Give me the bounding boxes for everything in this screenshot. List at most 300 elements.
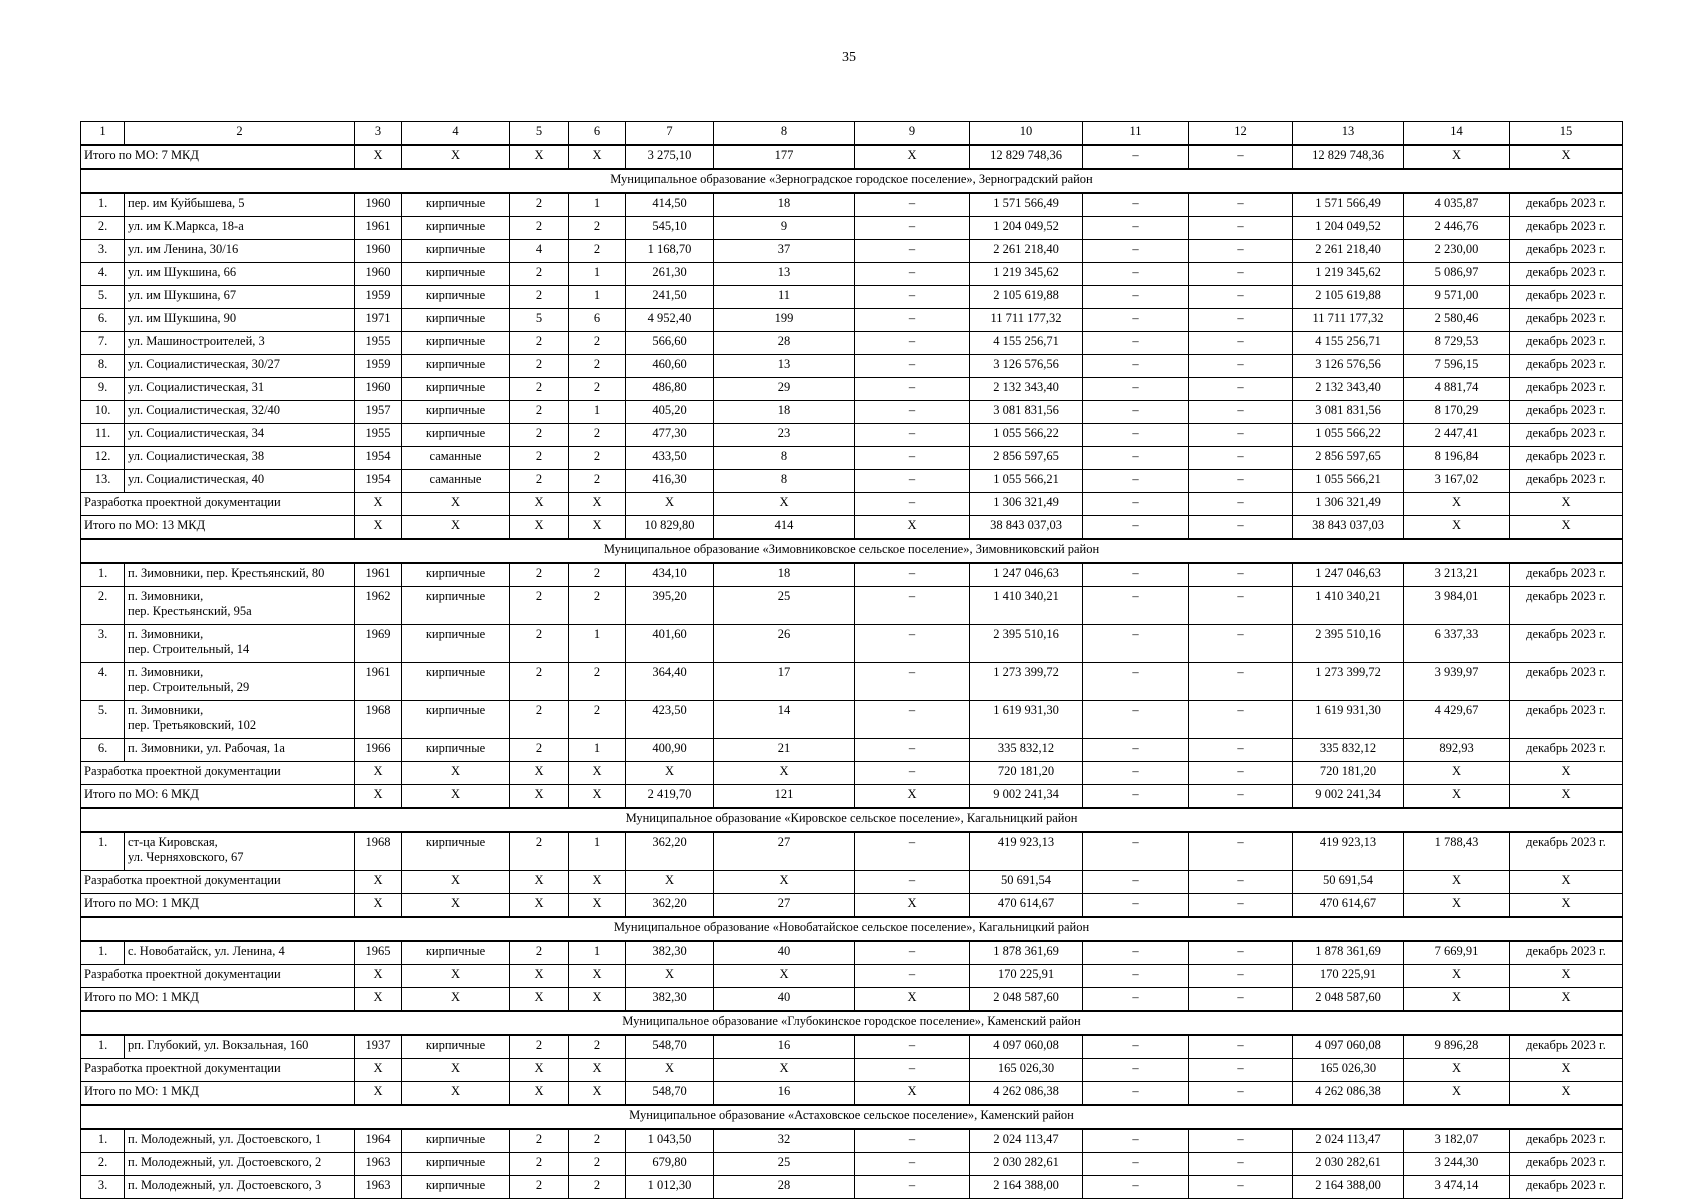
table-cell: – (1189, 1082, 1293, 1106)
table-cell: Х (1404, 145, 1510, 169)
table-cell: декабрь 2023 г. (1510, 470, 1623, 493)
table-cell: 6 337,33 (1404, 625, 1510, 663)
table-cell: 2 (569, 332, 626, 355)
table-cell: Х (402, 988, 510, 1012)
table-cell: 3 126 576,56 (1293, 355, 1404, 378)
table-cell: Х (1510, 965, 1623, 988)
address-cell: ст-ца Кировская, ул. Черняховского, 67 (125, 832, 355, 871)
table-cell: кирпичные (402, 217, 510, 240)
table-cell: кирпичные (402, 378, 510, 401)
table-cell: 720 181,20 (1293, 762, 1404, 785)
table-cell: 2 030 282,61 (970, 1153, 1083, 1176)
table-cell: 4 035,87 (1404, 193, 1510, 217)
table-cell: декабрь 2023 г. (1510, 309, 1623, 332)
table-cell: декабрь 2023 г. (1510, 401, 1623, 424)
table-cell: Х (569, 493, 626, 516)
table-cell: Х (1510, 516, 1623, 540)
table-cell: 18 (714, 401, 855, 424)
table-cell: – (1189, 355, 1293, 378)
table-cell: кирпичные (402, 263, 510, 286)
table-cell: 470 614,67 (970, 894, 1083, 918)
table-cell: кирпичные (402, 240, 510, 263)
table-cell: – (855, 587, 970, 625)
table-cell: 29 (714, 378, 855, 401)
table-cell: саманные (402, 447, 510, 470)
table-cell: 8 170,29 (1404, 401, 1510, 424)
section-header-row (81, 539, 1623, 563)
table-cell: 1 247 046,63 (970, 563, 1083, 587)
table-cell: кирпичные (402, 1176, 510, 1199)
table-cell: – (1189, 785, 1293, 809)
table-cell: – (1189, 309, 1293, 332)
table-cell: 12 829 748,36 (970, 145, 1083, 169)
table-body (81, 145, 1623, 1199)
table-cell: 382,30 (626, 988, 714, 1012)
table-cell: – (855, 493, 970, 516)
table-cell: Х (510, 894, 569, 918)
column-number-12: 12 (1189, 122, 1293, 146)
table-cell: 1937 (355, 1035, 402, 1059)
table-cell: 8 (714, 447, 855, 470)
row-number-cell: 3. (81, 1176, 125, 1199)
table-cell: – (1189, 401, 1293, 424)
table-cell: декабрь 2023 г. (1510, 217, 1623, 240)
address-cell: ул. Социалистическая, 32/40 (125, 401, 355, 424)
table-cell: 1968 (355, 832, 402, 871)
table-row (81, 193, 1623, 217)
table-cell: 545,10 (626, 217, 714, 240)
table-cell: 477,30 (626, 424, 714, 447)
table-cell: Х (355, 988, 402, 1012)
summary-label: Разработка проектной документации (81, 1059, 355, 1082)
table-cell: кирпичные (402, 941, 510, 965)
table-cell: декабрь 2023 г. (1510, 1035, 1623, 1059)
table-row (81, 739, 1623, 762)
row-number-cell: 6. (81, 739, 125, 762)
table-cell: 2 (510, 424, 569, 447)
table-cell: – (855, 470, 970, 493)
table-cell: – (855, 871, 970, 894)
table-row (81, 424, 1623, 447)
table-cell: 11 711 177,32 (1293, 309, 1404, 332)
section-header-row (81, 917, 1623, 941)
table-cell: 2 395 510,16 (1293, 625, 1404, 663)
row-number-cell: 1. (81, 193, 125, 217)
table-cell: – (855, 217, 970, 240)
table-cell: Х (1404, 785, 1510, 809)
table-cell: – (1083, 832, 1189, 871)
table-cell: 548,70 (626, 1082, 714, 1106)
table-cell: кирпичные (402, 832, 510, 871)
table-cell: Х (402, 1059, 510, 1082)
table-cell: – (1083, 309, 1189, 332)
address-cell: ул. им Шукшина, 66 (125, 263, 355, 286)
table-row (81, 663, 1623, 701)
table-cell: 16 (714, 1035, 855, 1059)
table-row (81, 625, 1623, 663)
table-cell: 9 896,28 (1404, 1035, 1510, 1059)
table-cell: кирпичные (402, 739, 510, 762)
column-number-11: 11 (1083, 122, 1189, 146)
section-header-row (81, 169, 1623, 193)
table-cell: 27 (714, 832, 855, 871)
table-cell: – (855, 941, 970, 965)
table-cell: 4 (510, 240, 569, 263)
table-cell: декабрь 2023 г. (1510, 941, 1623, 965)
table-cell: кирпичные (402, 286, 510, 309)
section-header-row (81, 808, 1623, 832)
table-cell: Х (355, 894, 402, 918)
address-cell: п. Молодежный, ул. Достоевского, 2 (125, 1153, 355, 1176)
table-cell: 1961 (355, 217, 402, 240)
table-cell: 2 (510, 563, 569, 587)
table-cell: 1 (569, 625, 626, 663)
table-cell: 32 (714, 1129, 855, 1153)
table-cell: 1955 (355, 424, 402, 447)
address-cell: ул. им К.Маркса, 18-а (125, 217, 355, 240)
table-cell: 2 (569, 378, 626, 401)
table-cell: – (1083, 378, 1189, 401)
table-cell: 1971 (355, 309, 402, 332)
table-cell: 1 247 046,63 (1293, 563, 1404, 587)
table-cell: Х (569, 1059, 626, 1082)
table-cell: Х (355, 1082, 402, 1106)
table-cell: – (1189, 871, 1293, 894)
table-cell: – (1083, 332, 1189, 355)
table-cell: 10 829,80 (626, 516, 714, 540)
table-cell: – (1083, 355, 1189, 378)
table-cell: кирпичные (402, 563, 510, 587)
table-cell: Х (402, 145, 510, 169)
table-cell: – (1189, 217, 1293, 240)
table-cell: 6 (569, 309, 626, 332)
table-cell: 38 843 037,03 (1293, 516, 1404, 540)
table-cell: Х (1404, 1082, 1510, 1106)
table-cell: кирпичные (402, 401, 510, 424)
table-cell: 170 225,91 (970, 965, 1083, 988)
table-cell: 1 571 566,49 (970, 193, 1083, 217)
table-cell: декабрь 2023 г. (1510, 263, 1623, 286)
table-cell: 4 155 256,71 (970, 332, 1083, 355)
table-cell: 423,50 (626, 701, 714, 739)
table-cell: – (1189, 424, 1293, 447)
table-cell: 382,30 (626, 941, 714, 965)
table-cell: 2 (510, 286, 569, 309)
table-cell: – (1083, 1176, 1189, 1199)
column-number-6: 6 (569, 122, 626, 146)
table-cell: Х (355, 785, 402, 809)
table-cell: – (855, 1129, 970, 1153)
table-cell: 2 164 388,00 (970, 1176, 1083, 1199)
table-cell: декабрь 2023 г. (1510, 625, 1623, 663)
table-cell: 13 (714, 263, 855, 286)
table-cell: 2 395 510,16 (970, 625, 1083, 663)
table-cell: 121 (714, 785, 855, 809)
table-cell: 2 (510, 739, 569, 762)
table-cell: Х (1404, 871, 1510, 894)
table-cell: декабрь 2023 г. (1510, 563, 1623, 587)
table-cell: 7 596,15 (1404, 355, 1510, 378)
table-cell: 7 669,91 (1404, 941, 1510, 965)
table-cell: Х (626, 762, 714, 785)
table-row (81, 941, 1623, 965)
table-cell: 2 105 619,88 (970, 286, 1083, 309)
table-cell: Х (1510, 871, 1623, 894)
table-cell: Х (569, 871, 626, 894)
row-number-cell: 9. (81, 378, 125, 401)
table-cell: – (1189, 832, 1293, 871)
table-cell: 2 132 343,40 (970, 378, 1083, 401)
table-cell: 1 204 049,52 (1293, 217, 1404, 240)
table-cell: 1 410 340,21 (1293, 587, 1404, 625)
table-cell: Х (1404, 1059, 1510, 1082)
table-cell: Х (510, 1082, 569, 1106)
table-cell: Х (855, 1082, 970, 1106)
table-cell: – (1189, 701, 1293, 739)
table-cell: 1969 (355, 625, 402, 663)
table-cell: Х (569, 894, 626, 918)
table-cell: – (855, 263, 970, 286)
table-cell: 2 856 597,65 (1293, 447, 1404, 470)
address-cell: ул. Машиностроителей, 3 (125, 332, 355, 355)
table-cell: 1 012,30 (626, 1176, 714, 1199)
table-cell: Х (1404, 965, 1510, 988)
table-cell: – (1083, 470, 1189, 493)
table-cell: 241,50 (626, 286, 714, 309)
table-cell: Х (510, 1059, 569, 1082)
table-cell: декабрь 2023 г. (1510, 355, 1623, 378)
table-cell: 2 580,46 (1404, 309, 1510, 332)
table-cell: – (1083, 447, 1189, 470)
table-cell: 1 055 566,21 (1293, 470, 1404, 493)
table-cell: – (1189, 894, 1293, 918)
table-cell: – (855, 447, 970, 470)
column-number-8: 8 (714, 122, 855, 146)
table-cell: 1 (569, 193, 626, 217)
table-cell: декабрь 2023 г. (1510, 832, 1623, 871)
table-cell: 2 (510, 1035, 569, 1059)
table-row (81, 355, 1623, 378)
table-cell: – (855, 965, 970, 988)
table-cell: – (855, 401, 970, 424)
table-cell: Х (402, 516, 510, 540)
table-cell: 12 829 748,36 (1293, 145, 1404, 169)
table-cell: 177 (714, 145, 855, 169)
row-number-cell: 1. (81, 832, 125, 871)
table-cell: – (855, 739, 970, 762)
table-cell: 1960 (355, 240, 402, 263)
table-cell: 4 155 256,71 (1293, 332, 1404, 355)
address-cell: п. Молодежный, ул. Достоевского, 1 (125, 1129, 355, 1153)
table-cell: 3 081 831,56 (1293, 401, 1404, 424)
row-number-cell: 6. (81, 309, 125, 332)
table-cell: 4 097 060,08 (1293, 1035, 1404, 1059)
table-cell: кирпичные (402, 309, 510, 332)
summary-row (81, 1059, 1623, 1082)
table-cell: Х (855, 785, 970, 809)
table-cell: 2 (510, 401, 569, 424)
table-cell: 2 (510, 701, 569, 739)
table-cell: 1959 (355, 286, 402, 309)
table-cell: 1959 (355, 355, 402, 378)
address-cell: пер. им Куйбышева, 5 (125, 193, 355, 217)
table-cell: – (1083, 894, 1189, 918)
table-row (81, 1129, 1623, 1153)
table-cell: 405,20 (626, 401, 714, 424)
table-cell: 50 691,54 (1293, 871, 1404, 894)
table-cell: 11 (714, 286, 855, 309)
summary-row (81, 785, 1623, 809)
table-row (81, 470, 1623, 493)
table-cell: 2 (510, 1153, 569, 1176)
table-cell: 2 024 113,47 (1293, 1129, 1404, 1153)
housing-registry-table (80, 121, 1623, 1199)
table-cell: кирпичные (402, 587, 510, 625)
column-number-4: 4 (402, 122, 510, 146)
summary-row (81, 894, 1623, 918)
address-cell: п. Зимовники, пер. Третьяковский, 102 (125, 701, 355, 739)
address-cell: ул. им Шукшина, 67 (125, 286, 355, 309)
row-number-cell: 3. (81, 240, 125, 263)
address-cell: п. Зимовники, пер. Крестьянский, 80 (125, 563, 355, 587)
section-header-row (81, 1105, 1623, 1129)
table-cell: 2 024 113,47 (970, 1129, 1083, 1153)
table-cell: – (1189, 941, 1293, 965)
table-cell: Х (1510, 988, 1623, 1012)
table-cell: 1 (569, 941, 626, 965)
table-cell: 362,20 (626, 832, 714, 871)
table-cell: 2 (510, 470, 569, 493)
table-cell: 14 (714, 701, 855, 739)
table-cell: декабрь 2023 г. (1510, 1176, 1623, 1199)
table-cell: Х (855, 516, 970, 540)
table-cell: Х (569, 1082, 626, 1106)
table-row (81, 1035, 1623, 1059)
row-number-cell: 5. (81, 701, 125, 739)
table-cell: 2 048 587,60 (1293, 988, 1404, 1012)
section-title: Муниципальное образование «Зерноградское городское поселение», Зерноградский район (81, 169, 1623, 193)
table-cell: 3 275,10 (626, 145, 714, 169)
table-cell: – (1189, 1176, 1293, 1199)
table-cell: декабрь 2023 г. (1510, 663, 1623, 701)
table-cell: 679,80 (626, 1153, 714, 1176)
table-cell: кирпичные (402, 1129, 510, 1153)
table-cell: 9 (714, 217, 855, 240)
table-cell: 2 (569, 1153, 626, 1176)
table-cell: 21 (714, 739, 855, 762)
table-cell: декабрь 2023 г. (1510, 447, 1623, 470)
table-cell: декабрь 2023 г. (1510, 424, 1623, 447)
table-cell: Х (1404, 894, 1510, 918)
table-cell: Х (855, 145, 970, 169)
summary-label: Итого по МО: 7 МКД (81, 145, 355, 169)
table-cell: 2 (510, 1129, 569, 1153)
table-cell: 364,40 (626, 663, 714, 701)
table-cell: 1 878 361,69 (970, 941, 1083, 965)
table-cell: 2 (569, 663, 626, 701)
column-number-1: 1 (81, 122, 125, 146)
table-cell: Х (355, 1059, 402, 1082)
row-number-cell: 5. (81, 286, 125, 309)
table-cell: 416,30 (626, 470, 714, 493)
table-cell: – (1189, 1035, 1293, 1059)
table-cell: 199 (714, 309, 855, 332)
column-number-3: 3 (355, 122, 402, 146)
address-cell: п. Зимовники, пер. Крестьянский, 95а (125, 587, 355, 625)
table-cell: – (1083, 871, 1189, 894)
summary-label: Разработка проектной документации (81, 493, 355, 516)
table-cell: – (855, 378, 970, 401)
table-cell: 4 262 086,38 (970, 1082, 1083, 1106)
table-cell: 2 (569, 1035, 626, 1059)
table-cell: 5 086,97 (1404, 263, 1510, 286)
address-cell: ул. им Ленина, 30/16 (125, 240, 355, 263)
table-cell: 2 (569, 424, 626, 447)
table-cell: 25 (714, 587, 855, 625)
address-cell: п. Зимовники, пер. Строительный, 29 (125, 663, 355, 701)
table-cell: – (1083, 762, 1189, 785)
table-cell: 5 (510, 309, 569, 332)
table-cell: 1 788,43 (1404, 832, 1510, 871)
table-cell: – (1083, 401, 1189, 424)
table-cell: 4 881,74 (1404, 378, 1510, 401)
table-cell: Х (1510, 762, 1623, 785)
table-cell: 2 261 218,40 (1293, 240, 1404, 263)
address-cell: ул. Социалистическая, 40 (125, 470, 355, 493)
table-cell: 1 055 566,22 (970, 424, 1083, 447)
table-cell: – (1189, 240, 1293, 263)
table-cell: саманные (402, 470, 510, 493)
table-cell: 1962 (355, 587, 402, 625)
table-cell: Х (402, 894, 510, 918)
table-cell: – (855, 424, 970, 447)
table-cell: 165 026,30 (970, 1059, 1083, 1082)
table-cell: Х (402, 871, 510, 894)
table-cell: – (855, 309, 970, 332)
table-cell: Х (510, 516, 569, 540)
table-cell: – (1189, 625, 1293, 663)
table-cell: 419 923,13 (1293, 832, 1404, 871)
table-cell: Х (510, 965, 569, 988)
table-cell: декабрь 2023 г. (1510, 1129, 1623, 1153)
table-cell: Х (355, 762, 402, 785)
table-row (81, 401, 1623, 424)
table-cell: 335 832,12 (1293, 739, 1404, 762)
table-cell: 170 225,91 (1293, 965, 1404, 988)
table-cell: Х (569, 762, 626, 785)
table-cell: декабрь 2023 г. (1510, 193, 1623, 217)
table-cell: 892,93 (1404, 739, 1510, 762)
table-cell: 4 262 086,38 (1293, 1082, 1404, 1106)
table-cell: 2 (510, 587, 569, 625)
table-row (81, 447, 1623, 470)
table-cell: 1 (569, 739, 626, 762)
table-cell: 2 (510, 355, 569, 378)
table-cell: 414 (714, 516, 855, 540)
table-cell: – (855, 355, 970, 378)
table-cell: 1 571 566,49 (1293, 193, 1404, 217)
table-cell: 3 244,30 (1404, 1153, 1510, 1176)
table-cell: – (855, 240, 970, 263)
table-cell: 1 219 345,62 (970, 263, 1083, 286)
table-cell: 2 261 218,40 (970, 240, 1083, 263)
section-title: Муниципальное образование «Новобатайское сельское поселение», Кагальницкий район (81, 917, 1623, 941)
table-cell: декабрь 2023 г. (1510, 739, 1623, 762)
table-cell: 2 (569, 355, 626, 378)
table-cell: 40 (714, 988, 855, 1012)
summary-row (81, 871, 1623, 894)
table-cell: 25 (714, 1153, 855, 1176)
